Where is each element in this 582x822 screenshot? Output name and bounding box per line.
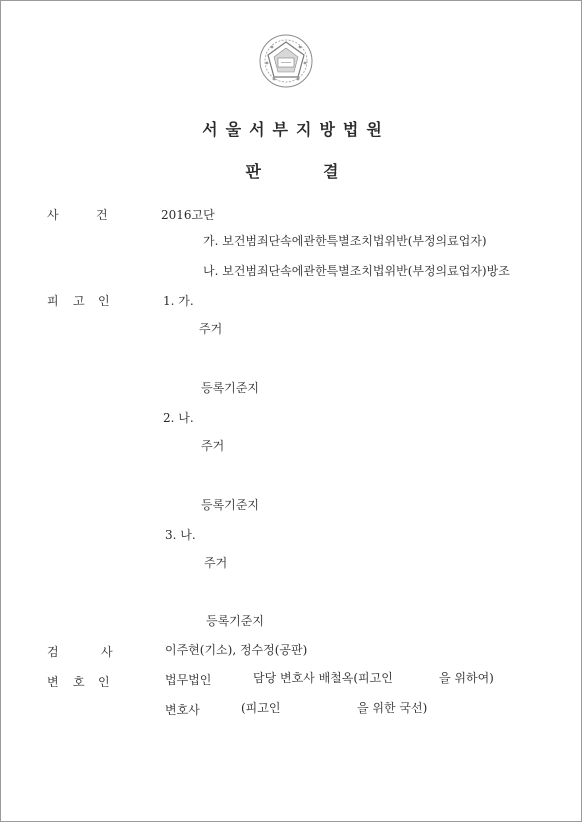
defendant-1-address-label: 주거 <box>199 322 223 336</box>
document-title: 판결 <box>245 162 401 181</box>
counsel-firm-attorney: 담당 변호사 배철옥(피고인 <box>253 671 393 685</box>
counsel-public-name: 변호사 <box>165 703 200 717</box>
court-seal-icon <box>258 33 314 89</box>
prosecutor-label-char-1: 검 <box>47 645 59 659</box>
case-label-char-1: 사 <box>47 208 59 222</box>
prosecutor-names: 이주현(기소), 정수정(공판) <box>165 643 308 657</box>
defendant-2-registry-label: 등록기준지 <box>201 498 259 512</box>
counsel-label-char-2: 호 <box>73 675 85 689</box>
counsel-label-char-1: 변 <box>47 675 59 689</box>
case-number: 2016고단 <box>161 208 215 222</box>
charge-item-a: 가. 보건범죄단속에관한특별조치법위반(부정의료업자) <box>203 234 487 248</box>
counsel-firm-name: 법무법인 <box>165 673 212 687</box>
charge-item-b: 나. 보건범죄단속에관한특별조치법위반(부정의료업자)방조 <box>203 264 510 278</box>
court-name: 서울서부지방법원 <box>202 120 390 139</box>
defendant-label-char-2: 고 <box>73 294 85 308</box>
counsel-public-suffix: 을 위한 국선) <box>357 701 428 715</box>
defendant-label-char-3: 인 <box>98 294 110 308</box>
defendant-3-index: 3. 나. <box>165 528 196 542</box>
counsel-label-char-3: 인 <box>98 675 110 689</box>
defendant-1-index: 1. 가. <box>163 294 194 308</box>
defendant-label-char-1: 피 <box>47 294 59 308</box>
defendant-1-registry-label: 등록기준지 <box>201 381 259 395</box>
counsel-firm-suffix: 을 위하여) <box>439 671 494 685</box>
case-label-char-2: 건 <box>96 208 108 222</box>
defendant-3-address-label: 주거 <box>204 556 228 570</box>
prosecutor-label-char-2: 사 <box>101 645 113 659</box>
defendant-2-address-label: 주거 <box>201 439 225 453</box>
counsel-public-client: (피고인 <box>241 701 281 715</box>
defendant-2-index: 2. 나. <box>163 411 194 425</box>
defendant-3-registry-label: 등록기준지 <box>206 614 264 628</box>
